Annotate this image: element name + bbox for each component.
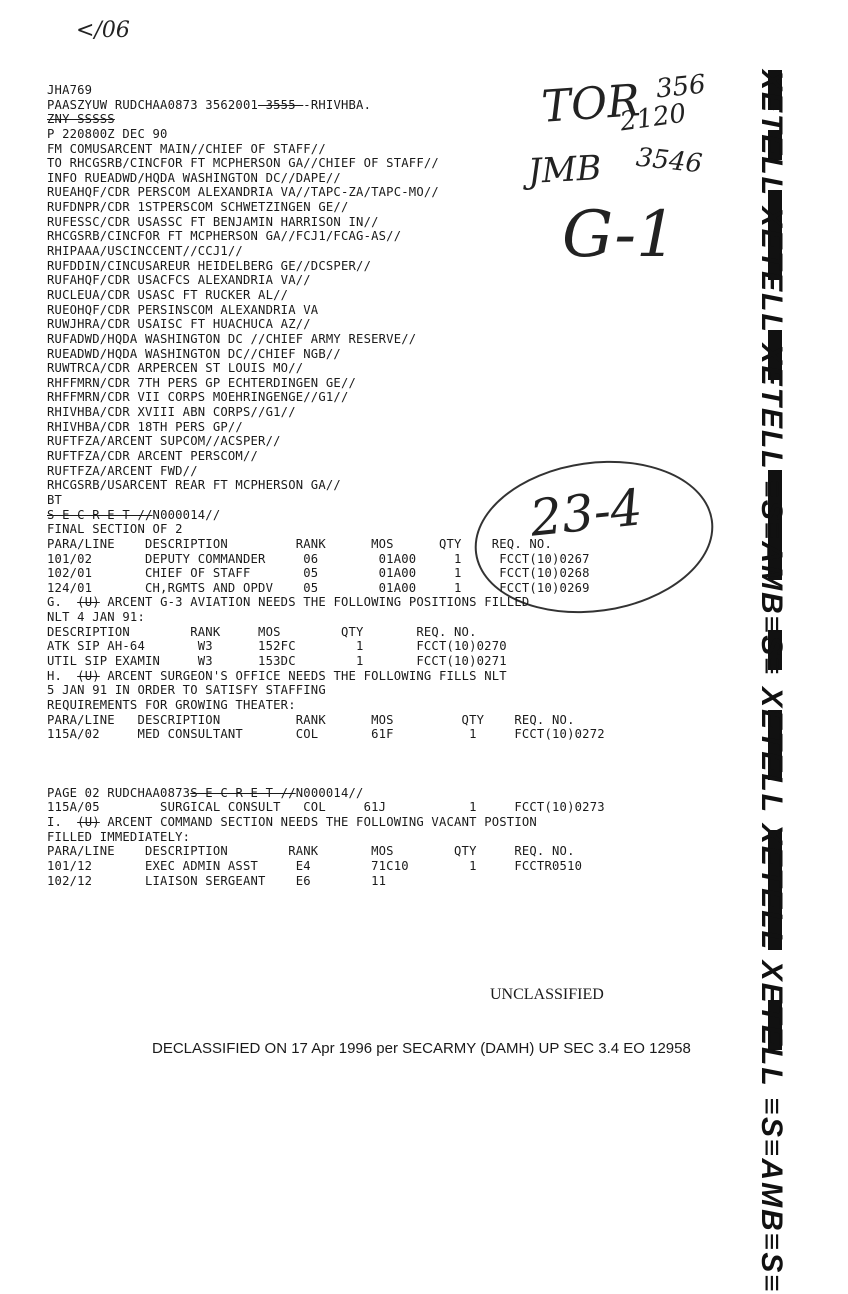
- line-text: PAGE 02 RUDCHAA0873: [47, 785, 191, 800]
- line-text: 101/12 EXEC ADMIN ASST E4 71C10 1 FCCTR0510: [47, 859, 583, 874]
- line-text: DESCRIPTION RANK MOS QTY REQ. NO.: [47, 624, 477, 639]
- line-text: RUFDDIN/CINCUSAREUR HEIDELBERG GE//DCSPER//: [47, 258, 372, 273]
- line-text: 102/12 LIAISON SERGEANT E6 11: [47, 873, 387, 888]
- message-line: [47, 332, 767, 347]
- handwritten-tor-time: 2120: [618, 98, 688, 138]
- message-line: [47, 874, 767, 889]
- message-line: [47, 185, 767, 200]
- line-text: 102/01 CHIEF OF STAFF 05 01A00 1 FCCT(10)0268: [47, 566, 590, 581]
- line-text: RHFFMRN/CDR 7TH PERS GP ECHTERDINGEN GE//: [47, 375, 357, 390]
- message-line: [47, 508, 767, 523]
- message-body: [47, 83, 767, 888]
- message-line: [47, 683, 767, 698]
- message-line: [47, 639, 767, 654]
- telex-band-label: XETELL XETELL XETELL ≡S≡AMB≡S≡ XETELL XETELL XETELL ≡S≡AMB≡S≡: [755, 70, 788, 1294]
- line-text: BT: [47, 492, 63, 507]
- struck-text: (U): [77, 668, 100, 683]
- line-text: H.: [47, 668, 78, 683]
- struck-text: S E C R E T //: [190, 785, 296, 800]
- message-line: [47, 98, 767, 113]
- line-text: FM COMUSARCENT MAIN//CHIEF OF STAFF//: [47, 141, 326, 156]
- message-line: [47, 493, 767, 508]
- line-text: NLT 4 JAN 91:: [47, 610, 145, 625]
- line-text: RUEOHQF/CDR PERSINSCOM ALEXANDRIA VA: [47, 302, 319, 317]
- line-text: UTIL SIP EXAMIN W3 153DC 1 FCCT(10)0271: [47, 653, 507, 668]
- line-text: TO RHCGSRB/CINCFOR FT MCPHERSON GA//CHIEF OF STAFF//: [47, 156, 439, 171]
- message-line: [47, 464, 767, 479]
- declassification-notice: DECLASSIFIED ON 17 Apr 1996 per SECARMY (DAMH) UP SEC 3.4 EO 12958: [152, 1040, 691, 1057]
- message-line: [47, 112, 767, 127]
- message-line: [47, 434, 767, 449]
- line-text: 101/02 DEPUTY COMMANDER 06 01A00 1 FCCT(10)0267: [47, 551, 590, 566]
- handwritten-tor-number: 356: [654, 69, 708, 105]
- line-text: PARA/LINE DESCRIPTION RANK MOS QTY REQ. NO.: [47, 536, 553, 551]
- message-line: [47, 288, 767, 303]
- struck-text: ZNY SSSSS: [47, 112, 115, 127]
- message-line: [47, 244, 767, 259]
- message-line: [47, 859, 767, 874]
- handwritten-initials: JMB: [527, 148, 603, 192]
- struck-text: (U): [77, 815, 100, 830]
- line-text: 115A/05 SURGICAL CONSULT COL 61J 1 FCCT(10)0273: [47, 800, 605, 815]
- line-text: RHIPAAA/USCINCCENT//CCJ1//: [47, 244, 243, 259]
- line-text: PAASZYUW RUDCHAA0873 3562001: [47, 97, 259, 112]
- handwritten-initials-number: 3546: [634, 142, 704, 180]
- struck-text: (U): [77, 595, 100, 610]
- message-line: [47, 800, 767, 815]
- message-line: [47, 303, 767, 318]
- message-line: [47, 347, 767, 362]
- line-text: RHCGSRB/CINCFOR FT MCPHERSON GA//FCJ1/FCAG-AS//: [47, 229, 402, 244]
- line-text: RUFADWD/HQDA WASHINGTON DC //CHIEF ARMY RESERVE//: [47, 331, 417, 346]
- message-line: [47, 376, 767, 391]
- message-line: [47, 200, 767, 215]
- line-text: RHCGSRB/USARCENT REAR FT MCPHERSON GA//: [47, 478, 341, 493]
- line-text: ARCENT G-3 AVIATION NEEDS THE FOLLOWING POSITIONS FILLED: [99, 595, 530, 610]
- struck-text: -3555-: [258, 97, 304, 112]
- message-line: [47, 830, 767, 845]
- message-line: [47, 156, 767, 171]
- line-text: RUEADWD/HQDA WASHINGTON DC//CHIEF NGB//: [47, 346, 341, 361]
- message-line: [47, 537, 767, 552]
- line-text: ARCENT SURGEON'S OFFICE NEEDS THE FOLLOWING FILLS NLT: [99, 668, 507, 683]
- line-text: FINAL SECTION OF 2: [47, 522, 183, 537]
- line-text: -RHIVHBA.: [303, 97, 372, 112]
- handwritten-circled-number: 23-4: [527, 478, 646, 548]
- line-text: ATK SIP AH-64 W3 152FC 1 FCCT(10)0270: [47, 639, 507, 654]
- line-text: P 220800Z DEC 90: [47, 126, 168, 141]
- message-line: [47, 727, 767, 742]
- message-line: [47, 127, 767, 142]
- line-text: RUFDNPR/CDR 1STPERSCOM SCHWETZINGEN GE//: [47, 200, 349, 215]
- line-text: PARA/LINE DESCRIPTION RANK MOS QTY REQ. NO.: [47, 712, 575, 727]
- handwritten-page-number: </06: [76, 18, 130, 43]
- message-line: [47, 552, 767, 567]
- message-line: [47, 786, 767, 801]
- line-text: RHIVHBA/CDR 18TH PERS GP//: [47, 419, 243, 434]
- line-text: N000014//: [295, 785, 364, 800]
- message-line: [47, 654, 767, 669]
- handwritten-office-code: G-1: [562, 198, 677, 272]
- message-line: [47, 566, 767, 581]
- line-text: RUWJHRA/CDR USAISC FT HUACHUCA AZ//: [47, 317, 311, 332]
- message-line: [47, 215, 767, 230]
- line-text: RUFTFZA/ARCENT SUPCOM//ACSPER//: [47, 434, 281, 449]
- line-text: RUFAHQF/CDR USACFCS ALEXANDRIA VA//: [47, 273, 311, 288]
- message-line: [47, 522, 767, 537]
- message-line: [47, 581, 767, 596]
- message-line: [47, 669, 767, 684]
- page-gap: [47, 742, 767, 786]
- handwritten-tor: TOR: [540, 75, 642, 133]
- line-text: 5 JAN 91 IN ORDER TO SATISFY STAFFING: [47, 683, 326, 698]
- message-line: [47, 171, 767, 186]
- message-page-2: [47, 786, 767, 888]
- message-line: [47, 142, 767, 157]
- message-line: [47, 595, 767, 610]
- message-line: [47, 361, 767, 376]
- message-line: [47, 610, 767, 625]
- line-text: JHA769: [47, 83, 93, 97]
- line-text: ARCENT COMMAND SECTION NEEDS THE FOLLOWING VACANT POSTION: [99, 815, 537, 830]
- line-text: INFO RUEADWD/HQDA WASHINGTON DC//DAPE//: [47, 170, 341, 185]
- message-line: [47, 273, 767, 288]
- line-text: REQUIREMENTS FOR GROWING THEATER:: [47, 697, 296, 712]
- line-text: PARA/LINE DESCRIPTION RANK MOS QTY REQ. NO.: [47, 844, 575, 859]
- line-text: G.: [47, 595, 78, 610]
- message-line: [47, 478, 767, 493]
- classification-marking: UNCLASSIFIED: [490, 986, 604, 1003]
- line-text: RUFTFZA/CDR ARCENT PERSCOM//: [47, 449, 259, 464]
- message-page-1: [47, 83, 767, 742]
- line-text: RUCLEUA/CDR USASC FT RUCKER AL//: [47, 287, 289, 302]
- struck-text: S E C R E T //: [47, 507, 153, 522]
- message-line: [47, 844, 767, 859]
- message-line: [47, 713, 767, 728]
- line-text: RHFFMRN/CDR VII CORPS MOEHRINGENGE//G1//: [47, 390, 349, 405]
- message-line: [47, 390, 767, 405]
- line-text: RUFTFZA/ARCENT FWD//: [47, 463, 198, 478]
- line-text: 124/01 CH,RGMTS AND OPDV 05 01A00 1 FCCT(10)0269: [47, 580, 590, 595]
- message-line: [47, 229, 767, 244]
- message-line: [47, 449, 767, 464]
- message-line: [47, 317, 767, 332]
- message-line: [47, 83, 767, 98]
- message-line: [47, 625, 767, 640]
- line-text: I.: [47, 815, 78, 830]
- message-line: [47, 259, 767, 274]
- line-text: FILLED IMMEDIATELY:: [47, 829, 191, 844]
- line-text: N000014//: [152, 507, 221, 522]
- line-text: RUEAHQF/CDR PERSCOM ALEXANDRIA VA//TAPC-ZA/TAPC-MO//: [47, 185, 439, 200]
- line-text: RUFESSC/CDR USASSC FT BENJAMIN HARRISON IN//: [47, 214, 379, 229]
- message-line: [47, 815, 767, 830]
- message-line: [47, 420, 767, 435]
- line-text: RHIVHBA/CDR XVIII ABN CORPS//G1//: [47, 405, 296, 420]
- message-line: [47, 698, 767, 713]
- line-text: RUWTRCA/CDR ARPERCEN ST LOUIS MO//: [47, 361, 304, 376]
- line-text: 115A/02 MED CONSULTANT COL 61F 1 FCCT(10)0272: [47, 727, 605, 742]
- message-line: [47, 405, 767, 420]
